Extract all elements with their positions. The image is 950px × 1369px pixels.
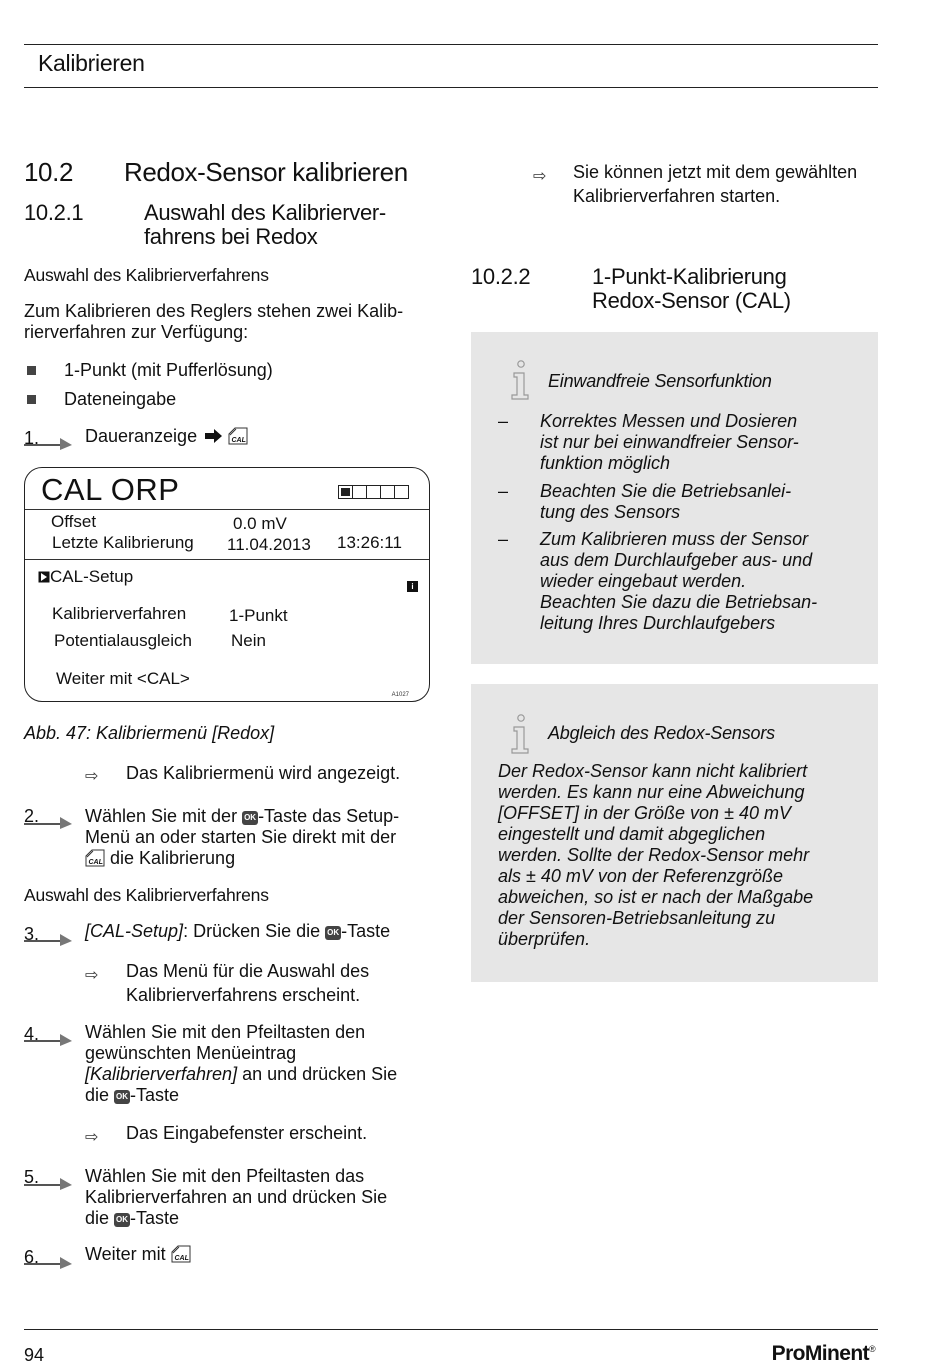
section-heading <box>24 157 444 191</box>
subsection-title-line2: fahrens bei Redox <box>144 224 318 249</box>
info-line: ist nur bei einwandfreier Sensor- <box>540 432 799 452</box>
step-5-part: die <box>85 1208 115 1228</box>
info-box-paragraph <box>498 761 858 950</box>
header-bottom-rule <box>24 87 878 88</box>
lcd-last-cal-time: 13:26:11 <box>337 533 402 552</box>
step-3-part: -Taste <box>341 921 391 941</box>
step-2-part: Wählen Sie mit der <box>85 806 243 826</box>
result-arrow-icon: ⇨ <box>85 1129 99 1146</box>
result-3 <box>126 959 369 1007</box>
lcd-potential-value: Nein <box>231 631 266 650</box>
step-4-number: 4. <box>24 1024 40 1044</box>
step-4-part: gewünschten Menüeintrag <box>85 1043 297 1063</box>
logo-part: Pro <box>771 1342 805 1365</box>
dash-bullet: – <box>498 411 509 431</box>
lcd-method-label: Kalibrierverfahren <box>52 604 187 623</box>
subsection-title-line1: Auswahl des Kalibrierver- <box>144 200 386 225</box>
step-4-part: an und drücken Sie <box>237 1064 398 1084</box>
result-1: Das Kalibriermenü wird angezeigt. <box>126 763 401 783</box>
lcd-potential-label: Potentialausgleich <box>54 631 192 650</box>
step-2-part: -Taste das Setup- <box>258 806 400 826</box>
step-arrow-icon <box>24 811 74 829</box>
bargraph-segment <box>366 485 381 499</box>
svg-text:CAL: CAL <box>231 437 246 444</box>
step-2-number: 2. <box>24 806 40 826</box>
step-arrow-icon <box>24 1028 74 1046</box>
logo-part: Minent <box>804 1342 869 1365</box>
svg-text:CAL: CAL <box>88 859 103 866</box>
step-5-number: 5. <box>24 1167 40 1187</box>
result-top-line: Sie können jetzt mit dem gewählten <box>573 162 858 182</box>
step-4-part: [Kalibrierverfahren] <box>85 1064 238 1084</box>
lcd-title: CAL ORP <box>41 472 180 507</box>
cal-key-icon <box>85 849 105 867</box>
intro-line1: Zum Kalibrieren des Reglers stehen zwei Kalib- <box>24 301 404 321</box>
cal-key-icon <box>228 427 248 445</box>
ok-key-icon: OK <box>114 1090 130 1104</box>
lcd-info-icon: i <box>407 581 418 592</box>
bargraph-segment <box>394 485 409 499</box>
lcd-menu-label: CAL-Setup <box>50 567 134 586</box>
info-line: Beachten Sie dazu die Betriebsan- <box>540 592 818 612</box>
info-line: werden. Sollte der Redox-Sensor mehr <box>498 845 810 865</box>
figure-caption: Abb. 47: Kalibriermenü [Redox] <box>24 723 275 743</box>
step-4-text <box>85 1022 435 1106</box>
subsection-heading-1 <box>24 201 444 251</box>
step-arrow-icon <box>24 928 74 946</box>
subsection-title-line2: Redox-Sensor (CAL) <box>592 288 791 313</box>
dash-bullet: – <box>498 529 509 549</box>
result-arrow-icon: ⇨ <box>85 967 99 984</box>
step-1-text <box>85 426 435 447</box>
info-line: aus dem Durchlaufgeber aus- und <box>540 550 813 570</box>
step-5-part: Wählen Sie mit den Pfeiltasten das <box>85 1166 365 1186</box>
step-6-part: Weiter mit <box>85 1244 171 1264</box>
result-top-line: Kalibrierverfahren starten. <box>573 186 781 206</box>
info-line: Korrektes Messen und Dosieren <box>540 411 798 431</box>
result-3-line: Kalibrierverfahrens erscheint. <box>126 985 361 1005</box>
subsection-heading-2 <box>471 265 878 315</box>
lcd-continue-hint: Weiter mit <CAL> <box>56 669 190 688</box>
step-1-label: Daueranzeige <box>85 426 198 446</box>
bullet-square-icon <box>27 395 36 404</box>
bullet-square-icon <box>27 366 36 375</box>
step-arrow-icon <box>24 1251 74 1269</box>
step-1-number: 1. <box>24 428 40 448</box>
step-2-part: die Kalibrierung <box>105 848 236 868</box>
result-arrow-icon: ⇨ <box>85 768 99 785</box>
bullet-item-2: Dateneingabe <box>64 389 177 409</box>
lcd-last-cal-label: Letzte Kalibrierung <box>52 533 194 552</box>
info-line: wieder eingebaut werden. <box>540 571 747 591</box>
intro-paragraph <box>24 301 444 343</box>
info-line: der Sensoren-Betriebsanleitung zu <box>498 908 776 928</box>
footer-rule <box>24 1329 878 1330</box>
step-3-text <box>85 921 435 942</box>
bargraph-segment <box>338 485 353 499</box>
result-4: Das Eingabefenster erscheint. <box>126 1123 368 1143</box>
step-3-part: : Drücken Sie die <box>183 921 326 941</box>
lcd-divider <box>25 559 429 560</box>
info-box-redox-adjust <box>471 684 878 982</box>
info-line: Zum Kalibrieren muss der Sensor <box>540 529 809 549</box>
result-arrow-icon: ⇨ <box>533 168 547 185</box>
heading-auswahl-2: Auswahl des Kalibrierverfahrens <box>24 885 269 905</box>
info-line: leitung Ihres Durchlaufgebers <box>540 613 776 633</box>
logo-registered-mark: ® <box>868 1344 875 1354</box>
bargraph-segment <box>352 485 367 499</box>
svg-text:CAL: CAL <box>174 1255 189 1262</box>
info-icon <box>509 714 531 754</box>
step-6-text <box>85 1244 435 1265</box>
info-line: [OFFSET] in der Größe von ± 40 mV <box>498 803 791 823</box>
info-box-heading: Einwandfreie Sensorfunktion <box>548 371 772 391</box>
figure-code: A1027 <box>391 692 409 698</box>
info-line: funktion möglich <box>540 453 671 473</box>
step-4-part: -Taste <box>130 1085 180 1105</box>
ok-key-icon: OK <box>325 926 341 940</box>
info-line: Der Redox-Sensor kann nicht kalibriert <box>498 761 808 781</box>
lcd-method-value: 1-Punkt <box>229 606 288 625</box>
info-line: abweichen, so ist er nach der Maßgabe <box>498 887 814 907</box>
page-number: 94 <box>24 1345 45 1365</box>
step-2-text <box>85 806 435 869</box>
info-item-2 <box>540 481 860 523</box>
info-item-1 <box>540 411 860 474</box>
info-line: als ± 40 mV von der Referenzgröße <box>498 866 784 886</box>
lcd-offset-value: 0.0 mV <box>233 514 287 533</box>
arrow-right-icon <box>205 429 223 443</box>
step-4-part: Wählen Sie mit den Pfeiltasten den <box>85 1022 366 1042</box>
info-line: tung des Sensors <box>540 502 681 522</box>
lcd-bargraph <box>338 485 408 499</box>
subsection-title <box>144 201 386 249</box>
info-item-3 <box>540 529 860 634</box>
info-line: Beachten Sie die Betriebsanlei- <box>540 481 792 501</box>
step-4-part: die <box>85 1085 115 1105</box>
info-line: überprüfen. <box>498 929 591 949</box>
heading-auswahl-1: Auswahl des Kalibrierverfahrens <box>24 265 269 285</box>
header-top-rule <box>24 44 878 45</box>
menu-pointer-icon <box>38 571 50 583</box>
info-icon <box>509 360 531 400</box>
prominent-logo <box>772 1342 875 1366</box>
lcd-offset-label: Offset <box>51 512 97 531</box>
lcd-last-cal-date: 11.04.2013 <box>227 535 311 554</box>
header-title: Kalibrieren <box>38 50 145 76</box>
step-3-part: [CAL-Setup] <box>85 921 184 941</box>
intro-line2: rierverfahren zur Verfügung: <box>24 322 249 342</box>
step-6-number: 6. <box>24 1247 40 1267</box>
lcd-menu-item[interactable] <box>38 567 133 587</box>
info-box-sensor-function <box>471 332 878 664</box>
info-box-heading: Abgleich des Redox-Sensors <box>548 723 775 743</box>
info-line: werden. Es kann nur eine Abweichung <box>498 782 805 802</box>
step-2-part: Menü an oder starten Sie direkt mit der <box>85 827 397 847</box>
step-5-part: -Taste <box>130 1208 180 1228</box>
step-5-text <box>85 1166 435 1229</box>
step-5-part: Kalibrierverfahren an und drücken Sie <box>85 1187 388 1207</box>
step-3-number: 3. <box>24 924 40 944</box>
bullet-item-1: 1-Punkt (mit Pufferlösung) <box>64 360 273 380</box>
cal-key-icon <box>171 1245 191 1263</box>
result-top-right <box>573 160 883 208</box>
subsection-number: 10.2.1 <box>24 200 84 225</box>
section-number: 10.2 <box>24 157 74 187</box>
info-line: eingestellt und damit abgeglichen <box>498 824 766 844</box>
subsection-title-line1: 1-Punkt-Kalibrierung <box>592 264 787 289</box>
step-arrow-icon <box>24 1172 74 1190</box>
dash-bullet: – <box>498 481 509 501</box>
lcd-display <box>24 467 430 702</box>
ok-key-icon: OK <box>114 1213 130 1227</box>
step-arrow-icon <box>24 432 74 450</box>
lcd-divider <box>25 509 429 510</box>
section-title: Redox-Sensor kalibrieren <box>124 157 408 187</box>
bargraph-segment <box>380 485 395 499</box>
subsection-number: 10.2.2 <box>471 264 531 289</box>
subsection-title <box>592 265 791 313</box>
ok-key-icon: OK <box>242 811 258 825</box>
result-3-line: Das Menü für die Auswahl des <box>126 961 370 981</box>
